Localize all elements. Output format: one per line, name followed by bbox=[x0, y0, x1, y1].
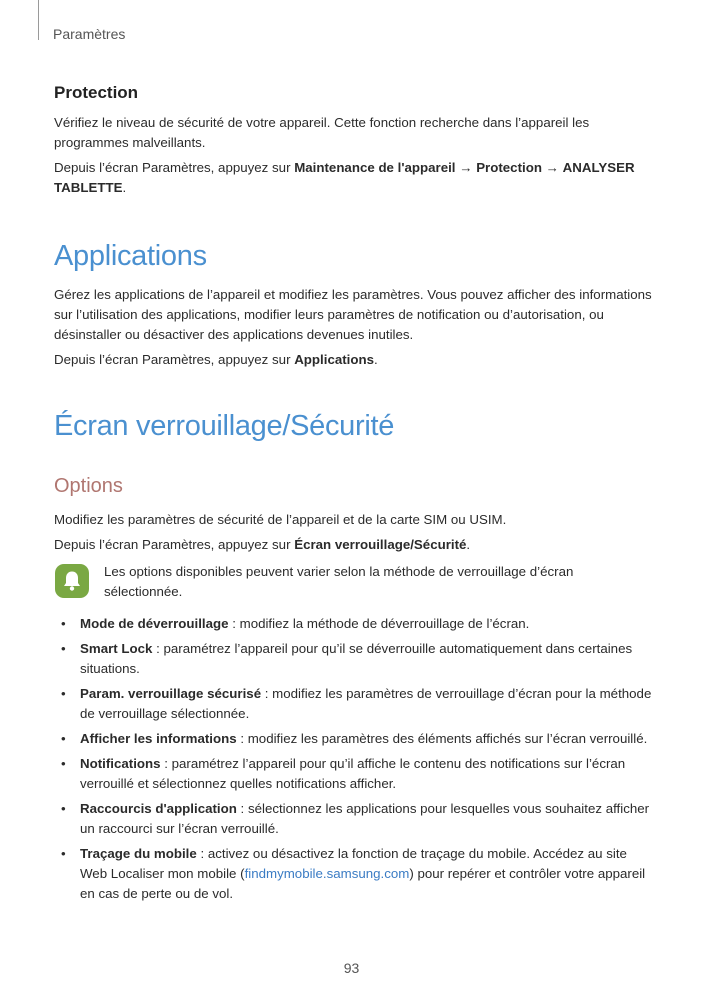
bullet: • bbox=[61, 686, 66, 701]
menu-path-scan: ANALYSER TABLETTE bbox=[54, 160, 635, 195]
option-term: Raccourcis d'application bbox=[80, 801, 237, 816]
option-term: Param. verrouillage sécurisé bbox=[80, 686, 262, 701]
bullet: • bbox=[61, 756, 66, 771]
option-description: : paramétrez l’appareil pour qu’il affiche le contenu des notifications sur l’écran verrouillé et sélectionnez quelles notifications afficher. bbox=[80, 756, 626, 791]
lock-instructions bbox=[54, 535, 654, 555]
subheading-options: Options bbox=[54, 475, 123, 497]
lock-description: Modifiez les paramètres de sécurité de l’appareil et de la carte SIM ou USIM. bbox=[54, 512, 507, 527]
bullet: • bbox=[61, 846, 66, 861]
header-rule bbox=[38, 0, 39, 40]
bullet: • bbox=[61, 731, 66, 746]
menu-path-maintenance: Maintenance de l'appareil bbox=[294, 160, 456, 175]
punctuation: . bbox=[122, 180, 127, 195]
option-description: : modifiez les paramètres des éléments affichés sur l’écran verrouillé. bbox=[236, 731, 648, 746]
bullet: • bbox=[61, 641, 66, 656]
list-item bbox=[54, 844, 654, 904]
menu-path-applications: Applications bbox=[294, 352, 374, 367]
option-term: Smart Lock bbox=[80, 641, 153, 656]
list-item bbox=[54, 754, 654, 794]
option-term: Traçage du mobile bbox=[80, 846, 197, 861]
list-item bbox=[54, 684, 654, 724]
bullet: • bbox=[61, 801, 66, 816]
page-content bbox=[54, 83, 654, 909]
protection-instructions bbox=[54, 158, 654, 198]
note-box bbox=[54, 562, 654, 602]
section-heading-applications: Applications bbox=[54, 240, 207, 272]
list-item bbox=[54, 639, 654, 679]
list-item bbox=[54, 729, 654, 749]
option-description: ) pour repérer et contrôler votre appareil en cas de perte ou de vol. bbox=[80, 866, 646, 901]
bullet: • bbox=[61, 616, 66, 631]
findmymobile-link[interactable]: findmymobile.samsung.com bbox=[244, 866, 410, 881]
list-item bbox=[54, 614, 654, 634]
instruction-text: Depuis l’écran Paramètres, appuyez sur bbox=[54, 537, 295, 552]
option-description: : activez ou désactivez la fonction de traçage du mobile. Accédez au site Web Localiser mon mobile ( bbox=[80, 846, 627, 881]
punctuation: . bbox=[466, 537, 471, 552]
instruction-text: Depuis l’écran Paramètres, appuyez sur bbox=[54, 160, 295, 175]
protection-description: Vérifiez le niveau de sécurité de votre appareil. Cette fonction recherche dans l’appareil les programmes malveillants. bbox=[54, 115, 590, 150]
running-header: Paramètres bbox=[53, 26, 126, 42]
menu-path-lock-screen: Écran verrouillage/Sécurité bbox=[294, 537, 467, 552]
option-description: : paramétrez l’appareil pour qu’il se déverrouille automatiquement dans certaines situations. bbox=[80, 641, 633, 676]
note-text: Les options disponibles peuvent varier selon la méthode de verrouillage d’écran sélectionnée. bbox=[104, 564, 574, 599]
bell-icon bbox=[55, 564, 89, 598]
options-list bbox=[54, 614, 654, 904]
option-description: : modifiez la méthode de déverrouillage de l’écran. bbox=[228, 616, 530, 631]
arrow-separator: → bbox=[455, 160, 477, 175]
list-item bbox=[54, 799, 654, 839]
option-description: : sélectionnez les applications pour lesquelles vous souhaitez afficher un raccourci sur l’écran verrouillé. bbox=[80, 801, 650, 836]
page-number: 93 bbox=[343, 960, 360, 976]
option-term: Mode de déverrouillage bbox=[80, 616, 229, 631]
applications-instructions bbox=[54, 350, 654, 370]
menu-path-protection: Protection bbox=[476, 160, 542, 175]
instruction-text: Depuis l’écran Paramètres, appuyez sur bbox=[54, 352, 295, 367]
option-term: Afficher les informations bbox=[80, 731, 237, 746]
option-term: Notifications bbox=[80, 756, 161, 771]
punctuation: . bbox=[374, 352, 378, 367]
arrow-separator: → bbox=[541, 160, 563, 175]
section-heading-lock-screen: Écran verrouillage/Sécurité bbox=[54, 410, 395, 442]
option-description: : modifiez les paramètres de verrouillage d’écran pour la méthode de verrouillage sélectionnée. bbox=[80, 686, 652, 721]
section-heading-protection: Protection bbox=[54, 83, 139, 102]
applications-description: Gérez les applications de l’appareil et modifiez les paramètres. Vous pouvez afficher des informations sur l’utilisation des applications, modifier leurs paramètres de notification ou d’autorisation, ou désinstaller ou désactiver des applications devenues inutiles. bbox=[54, 287, 652, 342]
